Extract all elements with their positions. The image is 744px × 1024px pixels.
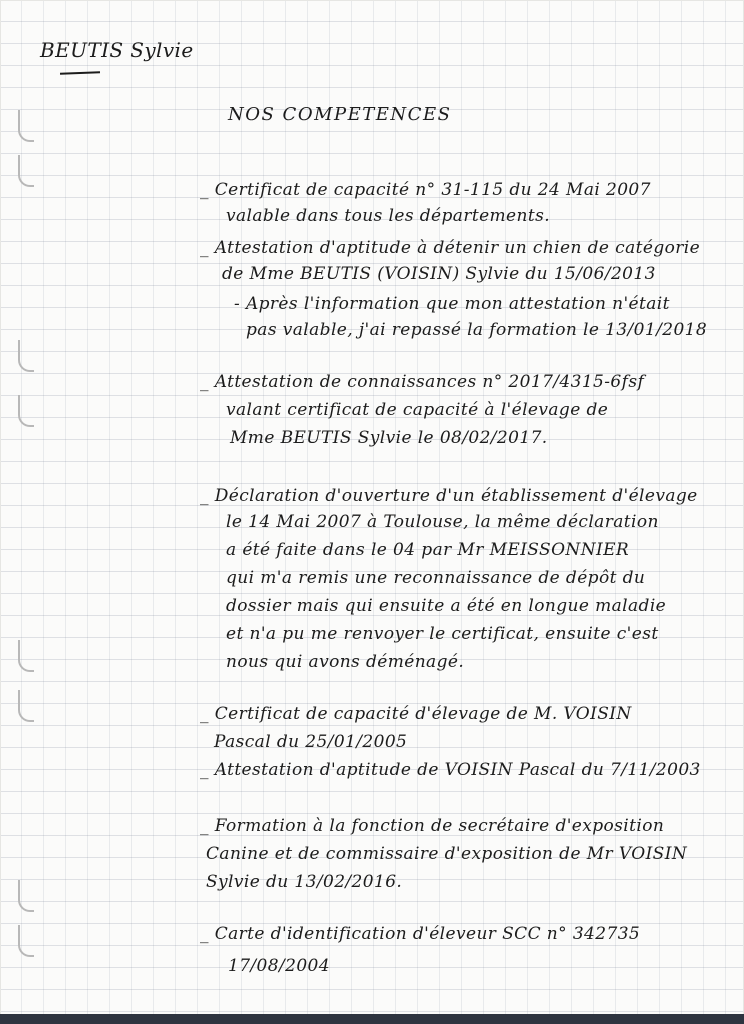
text-line: Canine et de commissaire d'exposition de Mr VOISIN	[206, 844, 688, 864]
text-line: pas valable, j'ai repassé la formation le 13/01/2018	[246, 320, 708, 340]
punch-hole-mark	[18, 155, 34, 187]
text-line: _ Certificat de capacité n° 31-115 du 24 Mai 2007	[200, 180, 651, 200]
text-line: de Mme BEUTIS (VOISIN) Sylvie du 15/06/2013	[222, 264, 656, 284]
text-line: qui m'a remis une reconnaissance de dépôt du	[226, 568, 646, 588]
text-line: a été faite dans le 04 par Mr MEISSONNIER	[226, 540, 630, 560]
text-line: Pascal du 25/01/2005	[214, 732, 408, 752]
text-line: valable dans tous les départements.	[226, 206, 551, 226]
text-line: _ Formation à la fonction de secrétaire d'exposition	[200, 816, 665, 836]
text-line: 17/08/2004	[228, 956, 330, 976]
punch-hole-mark	[18, 640, 34, 672]
punch-hole-mark	[18, 340, 34, 372]
text-line: _ Certificat de capacité d'élevage de M. VOISIN	[200, 704, 632, 724]
punch-hole-mark	[18, 880, 34, 912]
text-line: valant certificat de capacité à l'élevage de	[226, 400, 609, 420]
text-line: _ Attestation d'aptitude à détenir un chien de catégorie	[200, 238, 701, 258]
text-line: _ Attestation de connaissances n° 2017/4315-6fsf	[200, 372, 645, 392]
text-line: nous qui avons déménagé.	[226, 652, 465, 672]
text-line: Sylvie du 13/02/2016.	[206, 872, 403, 892]
punch-hole-mark	[18, 110, 34, 142]
punch-hole-mark	[18, 395, 34, 427]
author-underline	[60, 71, 100, 74]
text-line: le 14 Mai 2007 à Toulouse, la même déclaration	[226, 512, 659, 532]
text-line: _ Attestation d'aptitude de VOISIN Pascal du 7/11/2003	[200, 760, 701, 780]
text-line: - Après l'information que mon attestation n'était	[234, 294, 670, 314]
text-line: _ Carte d'identification d'éleveur SCC n° 342735	[200, 924, 641, 944]
text-line: _ Déclaration d'ouverture d'un établissement d'élevage	[200, 486, 698, 506]
punch-hole-mark	[18, 925, 34, 957]
author-name: BEUTIS Sylvie	[40, 38, 194, 62]
page-title: NOS COMPETENCES	[228, 104, 452, 125]
punch-hole-mark	[18, 690, 34, 722]
text-line: et n'a pu me renvoyer le certificat, ensuite c'est	[226, 624, 659, 644]
scan-edge	[0, 1014, 744, 1024]
text-line: dossier mais qui ensuite a été en longue maladie	[226, 596, 667, 616]
text-line: Mme BEUTIS Sylvie le 08/02/2017.	[230, 428, 548, 448]
